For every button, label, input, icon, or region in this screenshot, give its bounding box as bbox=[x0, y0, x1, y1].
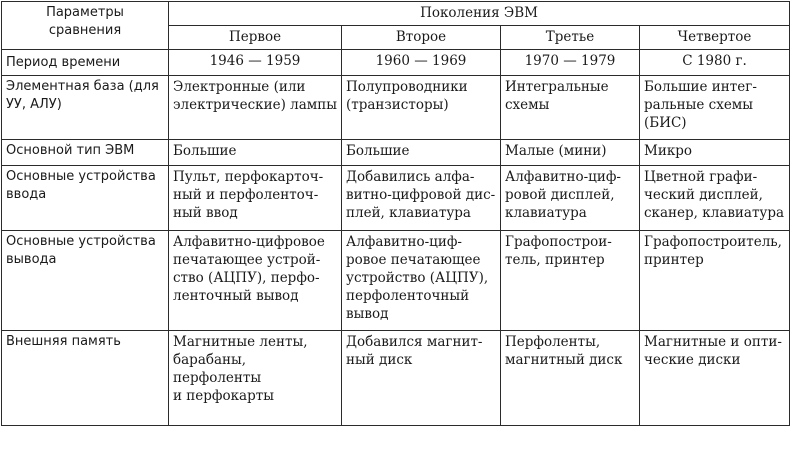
table-row-element-base bbox=[2, 76, 790, 140]
cell-output-fourth: Графопостроитель, принтер bbox=[640, 231, 790, 331]
cell-memory-second: Добавился магнит- ный диск bbox=[342, 331, 501, 426]
cell-element-base-second: Полупроводники (транзисторы) bbox=[342, 76, 501, 140]
cell-input-first: Пульт, перфокарточ- ный и перфоленточ- ный ввод bbox=[169, 166, 342, 231]
row-label-external-memory: Внешняя память bbox=[2, 331, 169, 426]
cell-period-second: 1960 — 1969 bbox=[342, 50, 501, 76]
cell-input-second: Добавились алфа- витно-цифровой дис- плей, клавиатура bbox=[342, 166, 501, 231]
table-row-external-memory bbox=[2, 331, 790, 426]
cell-period-fourth: С 1980 г. bbox=[640, 50, 790, 76]
cell-memory-third: Перфоленты, магнитный диск bbox=[501, 331, 640, 426]
cell-input-fourth: Цветной графи- ческий дисплей, сканер, клавиатура bbox=[640, 166, 790, 231]
cell-output-second: Алфавитно-циф- ровое печатающее устройство (АЦПУ), перфоленточный вывод bbox=[342, 231, 501, 331]
column-header-second: Второе bbox=[342, 26, 501, 50]
cell-element-base-fourth: Большие интег- ральные схемы (БИС) bbox=[640, 76, 790, 140]
row-label-input-devices: Основные устройства ввода bbox=[2, 166, 169, 231]
generations-header: Поколения ЭВМ bbox=[169, 2, 790, 26]
cell-memory-first: Магнитные ленты, барабаны, перфоленты и перфокарты bbox=[169, 331, 342, 426]
cell-main-type-second: Большие bbox=[342, 140, 501, 166]
header-row bbox=[2, 2, 790, 26]
cell-period-first: 1946 — 1959 bbox=[169, 50, 342, 76]
cell-main-type-first: Большие bbox=[169, 140, 342, 166]
column-header-first: Первое bbox=[169, 26, 342, 50]
row-label-period: Период времени bbox=[2, 50, 169, 76]
cell-period-third: 1970 — 1979 bbox=[501, 50, 640, 76]
cell-main-type-fourth: Микро bbox=[640, 140, 790, 166]
cell-input-third: Алфавитно-циф- ровой дисплей, клавиатура bbox=[501, 166, 640, 231]
row-label-element-base: Элементная база (для УУ, АЛУ) bbox=[2, 76, 169, 140]
cell-element-base-first: Электронные (или электрические) лампы bbox=[169, 76, 342, 140]
table-row-period bbox=[2, 50, 790, 76]
row-label-main-type: Основной тип ЭВМ bbox=[2, 140, 169, 166]
cell-element-base-third: Интегральные схемы bbox=[501, 76, 640, 140]
cell-main-type-third: Малые (мини) bbox=[501, 140, 640, 166]
column-header-fourth: Четвертое bbox=[640, 26, 790, 50]
param-header: Параметры сравнения bbox=[2, 2, 169, 50]
table-row-input-devices bbox=[2, 166, 790, 231]
row-label-output-devices: Основные устройства вывода bbox=[2, 231, 169, 331]
table-row-output-devices bbox=[2, 231, 790, 331]
table-row-main-type bbox=[2, 140, 790, 166]
cell-output-third: Графопострои- тель, принтер bbox=[501, 231, 640, 331]
computer-generations-table bbox=[1, 1, 790, 426]
cell-output-first: Алфавитно-цифровое печатающее устрой- ство (АЦПУ), перфо- ленточный вывод bbox=[169, 231, 342, 331]
cell-memory-fourth: Магнитные и опти- ческие диски bbox=[640, 331, 790, 426]
column-header-third: Третье bbox=[501, 26, 640, 50]
